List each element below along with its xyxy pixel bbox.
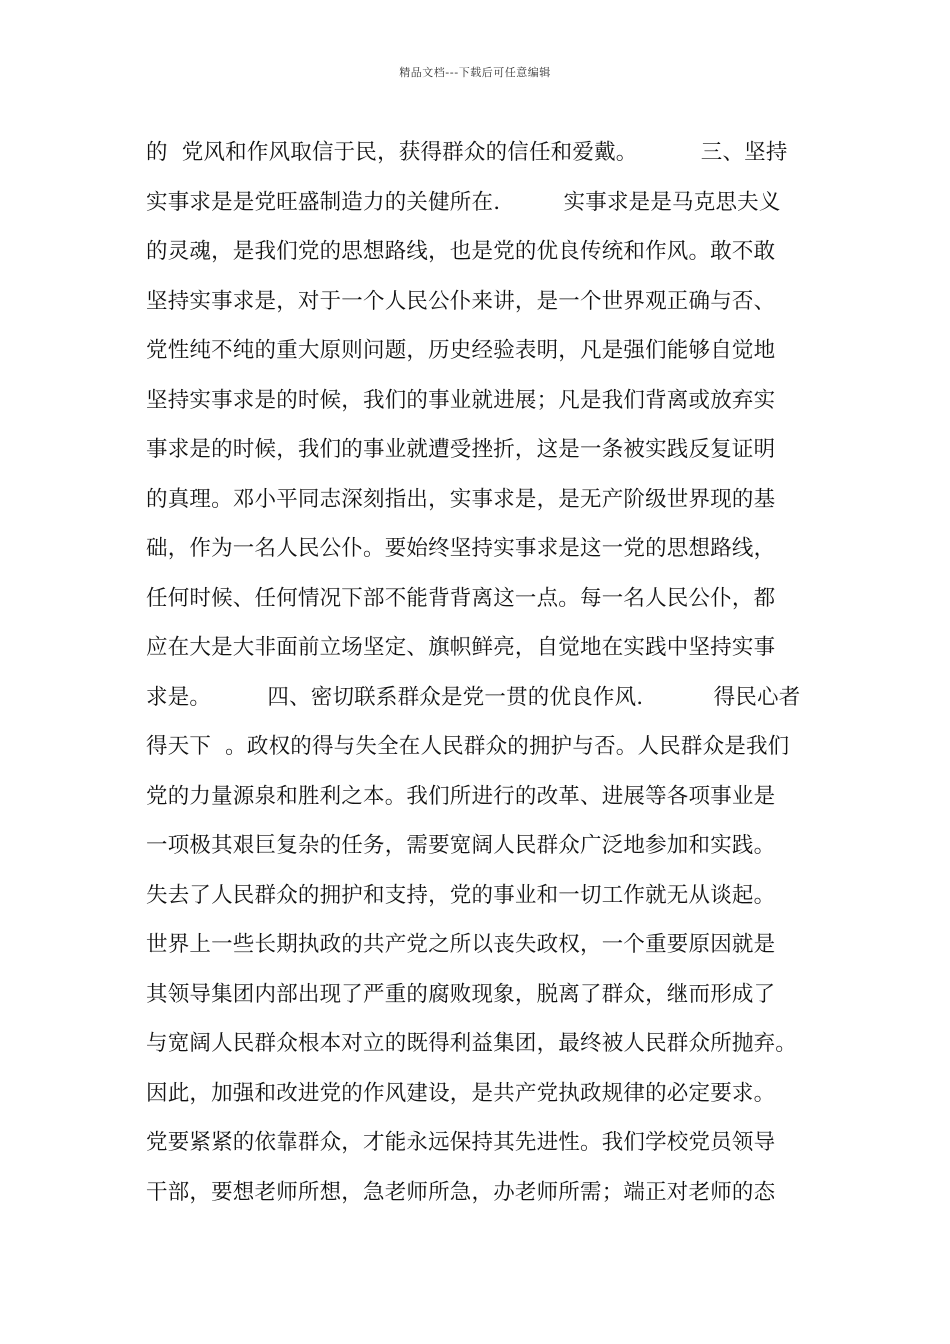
text-line: 世界上一些长期执政的共产党之所以丧失政权，一个重要原因就是 (146, 932, 776, 957)
text-line: 党要紧紧的依靠群众，才能永远保持其先进性。我们学校党员领导 (146, 1130, 776, 1155)
text-line: 党的力量源泉和胜利之本。我们所进行的改革、进展等各项事业是 (146, 783, 776, 809)
text-line: 失去了人民群众的拥护和支持，党的事业和一切工作就无从谈起。 (146, 882, 776, 908)
text-line: 求是。 四、密切联系群众是党一贯的优良作风. 得民心者 (146, 684, 801, 710)
text-line: 与宽阔人民群众根本对立的既得利益集团，最终被人民群众所抛弃。 (146, 1031, 798, 1056)
body-text (146, 128, 846, 1217)
text-line: 因此，加强和改进党的作风建设，是共产党执政规律的必定要求。 (146, 1080, 776, 1106)
text-line: 的灵魂，是我们党的思想路线，也是党的优良传统和作风。敢不敢 (146, 239, 776, 264)
text-line: 实事求是是党旺盛制造力的关健所在. 实事求是是马克思夫义 (146, 189, 781, 215)
text-line: 坚持实事求是的时候，我们的事业就进展；凡是我们背离或放弃实 (146, 387, 776, 413)
text-line: 的真理。邓小平同志深刻指出，实事求是，是无产阶级世界现的基 (146, 486, 776, 512)
text-line: 事求是的时候，我们的事业就遭受挫折，这是一条被实践反复证明 (146, 437, 776, 462)
text-line: 坚持实事求是，对于一个人民公仆来讲，是一个世界观正确与否、 (146, 288, 776, 314)
text-line: 一项极其艰巨复杂的任务，需要宽阔人民群众广泛地参加和实践。 (146, 833, 776, 858)
text-line: 党性纯不纯的重大原则问题，历史经验表明，凡是强们能够自觉地 (146, 338, 776, 363)
text-line: 任何时候、任何情况下部不能背背离这一点。每一名人民公仆，都 (146, 585, 776, 611)
text-line: 其领导集团内部出现了严重的腐败现象，脱离了群众，继而形成了 (146, 981, 776, 1007)
page-header: 精品文档---下载后可任意编辑 (399, 66, 551, 79)
text-line: 干部，要想老师所想，急老师所急，办老师所需；端正对老师的态 (146, 1179, 776, 1205)
text-line: 得天下 。政权的得与失全在人民群众的拥护与否。人民群众是我们 (146, 734, 790, 759)
text-line: 础，作为一名人民公仆。要始终坚持实事求是这一党的思想路线， (146, 536, 776, 561)
text-line: 的 党风和作风取信于民，获得群众的信任和爱戴。 三、坚持 (146, 140, 788, 165)
text-line: 应在大是大非面前立场坚定、旗帜鲜亮，自觉地在实践中坚持实事 (146, 635, 776, 660)
